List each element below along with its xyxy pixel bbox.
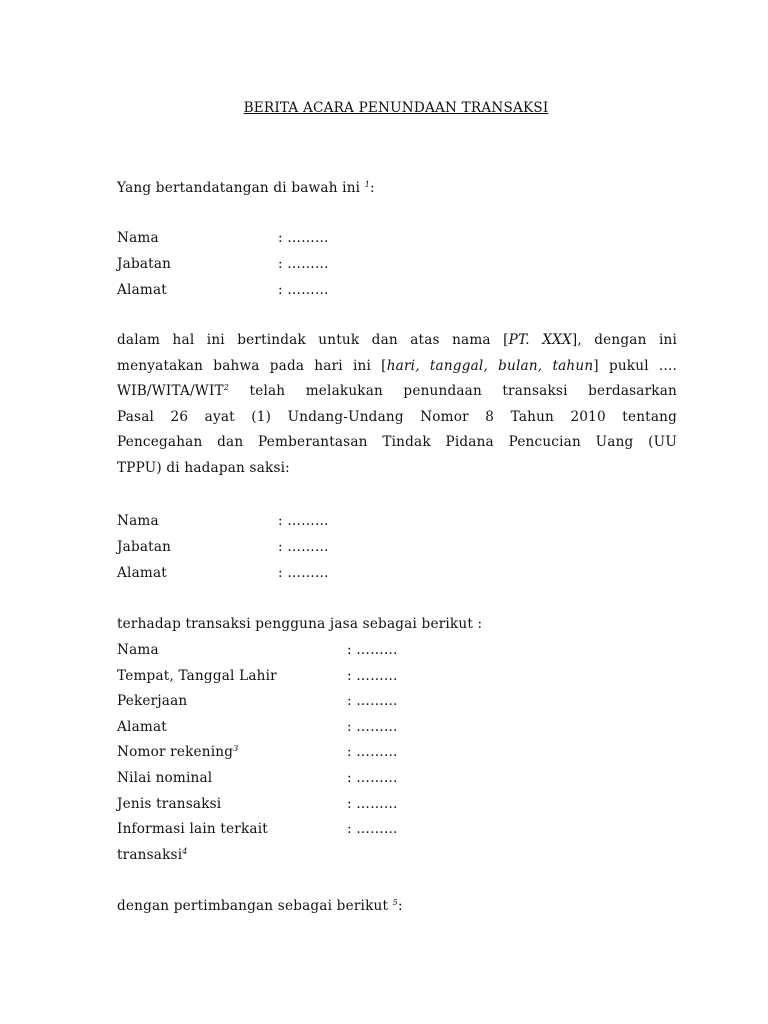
field-label: Nama <box>117 513 159 529</box>
considerations-colon: : <box>397 898 403 914</box>
witness-field-alamat <box>117 565 677 585</box>
field-value: : ……… <box>278 256 329 272</box>
transaction-field-ttl <box>117 668 677 688</box>
field-label: Tempat, Tanggal Lahir <box>117 668 277 684</box>
text: ] pukul .... <box>593 357 677 374</box>
signer-field-nama <box>117 230 677 250</box>
transaction-field-jenis-transaksi <box>117 796 677 816</box>
witness-field-jabatan <box>117 539 677 559</box>
label-text: transaksi <box>117 847 183 863</box>
transaction-intro: terhadap transaksi pengguna jasa sebagai berikut : <box>117 616 483 632</box>
paragraph-line: Pencegahan dan Pemberantasan Tindak Pidana Pencucian Uang (UU <box>117 434 677 451</box>
field-label: Pekerjaan <box>117 693 188 709</box>
footnote-ref-4: 4 <box>182 847 188 856</box>
company-placeholder: PT. XXX <box>508 332 572 348</box>
field-label: Alamat <box>117 282 167 298</box>
transaction-field-pekerjaan <box>117 693 677 713</box>
field-label: Jabatan <box>117 256 172 272</box>
field-value: : ……… <box>347 770 398 786</box>
transaction-field-alamat <box>117 719 677 739</box>
document-title: BERITA ACARA PENUNDAAN TRANSAKSI <box>243 100 549 116</box>
field-value: : ……… <box>347 796 398 812</box>
text: menyatakan bahwa pada hari ini [ <box>117 357 387 374</box>
field-label: Informasi lain terkait <box>117 821 268 837</box>
field-value: : ……… <box>347 668 398 684</box>
text: telah melakukan penundaan transaksi berdasarkan <box>229 383 677 400</box>
field-label: Nama <box>117 230 159 246</box>
text: WIB/WITA/WIT <box>117 383 224 400</box>
paragraph-line: Pasal 26 ayat (1) Undang-Undang Nomor 8 Tahun 2010 tentang <box>117 408 677 425</box>
field-label <box>117 744 238 760</box>
intro-colon: : <box>370 180 375 196</box>
witness-field-nama <box>117 513 677 533</box>
considerations-text: dengan pertimbangan sebagai berikut <box>117 898 393 914</box>
paragraph-line <box>117 328 677 354</box>
field-value: : ……… <box>278 513 329 529</box>
text: dalam hal ini bertindak untuk dan atas nama [ <box>117 332 509 348</box>
signer-field-jabatan <box>117 256 677 276</box>
intro-text: Yang bertandatangan di bawah ini <box>117 180 365 196</box>
considerations-line <box>117 898 403 914</box>
field-value: : ……… <box>278 230 329 246</box>
field-value: : ……… <box>347 642 398 658</box>
label-text: Nomor rekening <box>117 744 234 760</box>
transaction-field-nomor-rekening <box>117 744 677 764</box>
field-value: : ……… <box>278 539 329 555</box>
field-value: : ……… <box>278 282 329 298</box>
field-value: : ……… <box>347 693 398 709</box>
transaction-field-informasi-lain-cont <box>117 847 188 863</box>
paragraph-line <box>117 354 677 380</box>
date-placeholder: hari, tanggal, bulan, tahun <box>386 357 594 374</box>
footnote-ref-3: 3 <box>233 744 239 753</box>
field-label: Jenis transaksi <box>117 796 222 812</box>
field-value: : ……… <box>278 565 329 581</box>
field-label: Nama <box>117 642 159 658</box>
field-value: : ……… <box>347 744 398 760</box>
field-label: Jabatan <box>117 539 172 555</box>
footnote-ref-2: 2 <box>223 383 230 393</box>
footnote-ref-1: 1 <box>364 180 371 189</box>
field-value: : ……… <box>347 719 398 735</box>
transaction-field-nama <box>117 642 677 662</box>
field-value: : ……… <box>347 821 398 837</box>
paragraph-line: TPPU) di hadapan saksi: <box>117 459 290 476</box>
transaction-field-informasi-lain <box>117 821 677 841</box>
signer-field-alamat <box>117 282 677 302</box>
field-label: Nilai nominal <box>117 770 213 786</box>
statement-paragraph <box>117 328 677 482</box>
transaction-field-nilai-nominal <box>117 770 677 790</box>
text: ], dengan ini <box>571 332 677 348</box>
field-label: Alamat <box>117 565 167 581</box>
field-label: Alamat <box>117 719 167 735</box>
footnote-ref-5: 5 <box>392 898 398 907</box>
paragraph-line <box>117 379 677 405</box>
intro-line <box>117 180 375 196</box>
